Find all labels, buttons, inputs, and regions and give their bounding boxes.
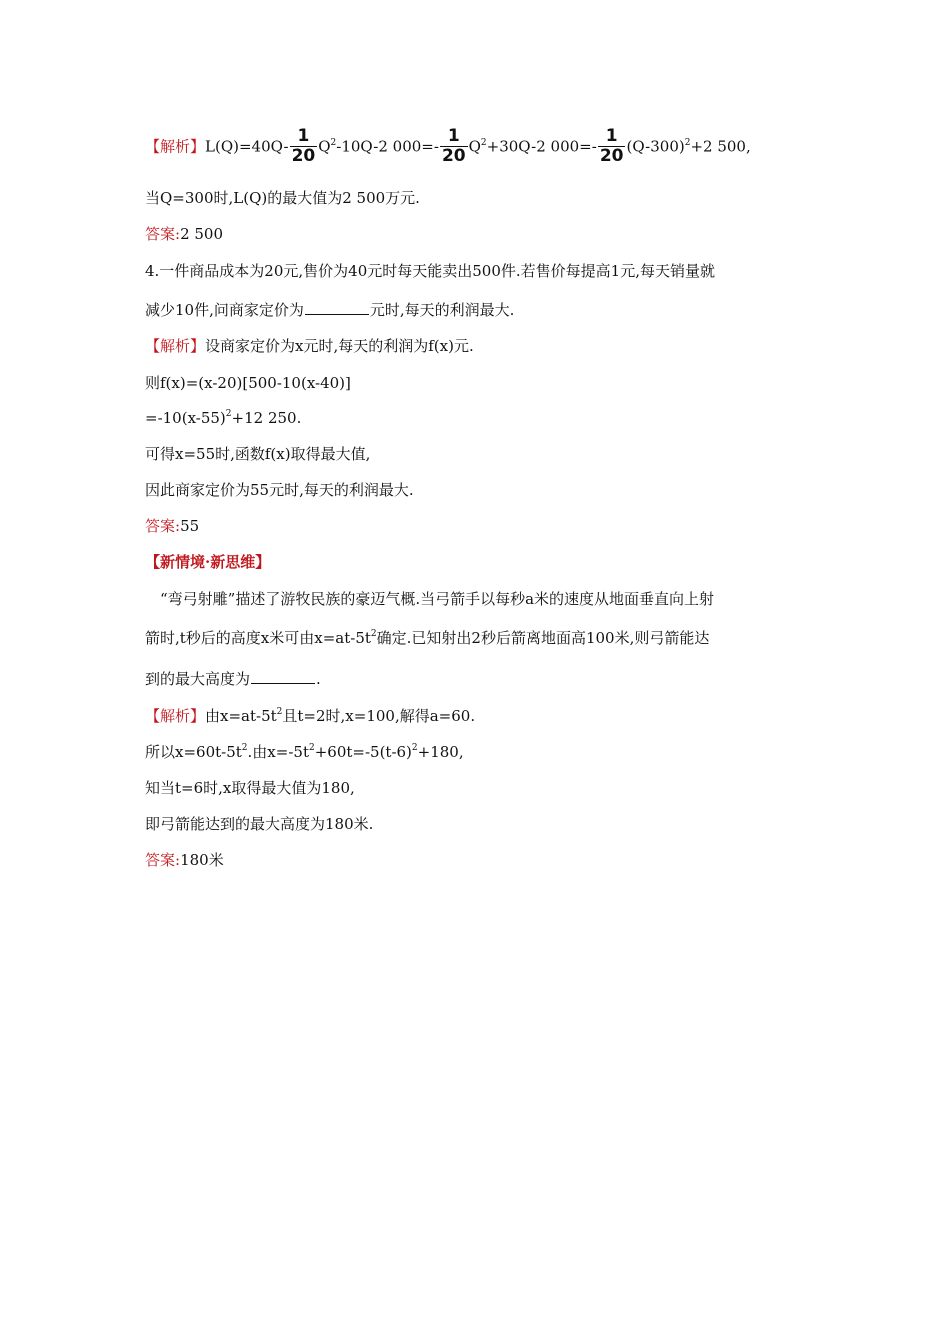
analysis-tag: 【解析】 [145, 137, 206, 156]
fill-blank [305, 300, 369, 315]
expr-text: L(Q)=40Q- [205, 137, 289, 156]
text-line: 知当t=6时,x取得最大值为180, [145, 779, 355, 797]
answer-value: 180米 [180, 851, 224, 869]
answer-line [145, 224, 223, 244]
fill-blank [251, 669, 315, 684]
fraction: $\frac{1}{20}$ [441, 126, 466, 166]
problem-5-line-1: “弯弓射雕”描述了游牧民族的豪迈气概.当弓箭手以每秒a米的速度从地面垂直向上射 [160, 590, 715, 608]
text-line: 所以$x=60t-5t^2$.由$x=-5t^2+60t=-5(t-6)^2+180$, [145, 743, 464, 761]
answer-tag: 答案: [145, 225, 181, 243]
problem-5-line-3: 到的最大高度为 . [145, 670, 321, 688]
analysis-line-lq: 【解析】L(Q)=40Q- $\frac{1}{20}$ $Q^2-10Q-2$ 000=- $\frac{1}{20}$ $Q^2+30Q-2$ 000=- $\frac{1}{20}$ $(Q-300)^2+2$ 500, [145, 126, 751, 166]
analysis-line-p4: 【解析】设商家定价为x元时,每天的利润为f(x)元. [145, 337, 474, 355]
answer-line [145, 850, 224, 870]
problem-5-line-2: 箭时,t秒后的高度x米可由$x=at-5t^2$确定.已知射出2秒后箭离地面高100米,则弓箭能达 [145, 629, 710, 647]
fraction: $\frac{1}{20}$ [291, 126, 316, 166]
answer-tag: 答案: [145, 851, 181, 869]
answer-value: 2 500 [180, 225, 224, 243]
problem-4-line-2: 减少10件,问商家定价为 元时,每天的利润最大. [145, 301, 515, 319]
answer-line [145, 516, 199, 536]
text-line: 则f(x)=(x-20)[500-10(x-40)] [145, 374, 351, 392]
answer-tag: 答案: [145, 517, 181, 535]
text-line: 当Q=300时,L(Q)的最大值为2 500万元. [145, 189, 420, 207]
analysis-tag: 【解析】 [145, 707, 206, 725]
section-header-new-context: 【新情境·新思维】 [145, 553, 271, 571]
text-line: 可得x=55时,函数f(x)取得最大值, [145, 445, 371, 463]
text-line: 即弓箭能达到的最大高度为180米. [145, 815, 374, 833]
analysis-tag: 【解析】 [145, 337, 206, 355]
text-line: $=-10(x-55)^2+12$ 250. [145, 409, 302, 427]
text-line: 因此商家定价为55元时,每天的利润最大. [145, 481, 414, 499]
fraction: $\frac{1}{20}$ [599, 126, 624, 166]
problem-4-line-1: 4.一件商品成本为20元,售价为40元时每天能卖出500件.若售价每提高1元,每天销量就 [145, 262, 715, 280]
answer-value: 55 [180, 517, 200, 535]
analysis-line-p5: 【解析】由$x=at-5t^2$且t=2时,x=100,解得a=60. [145, 707, 476, 725]
